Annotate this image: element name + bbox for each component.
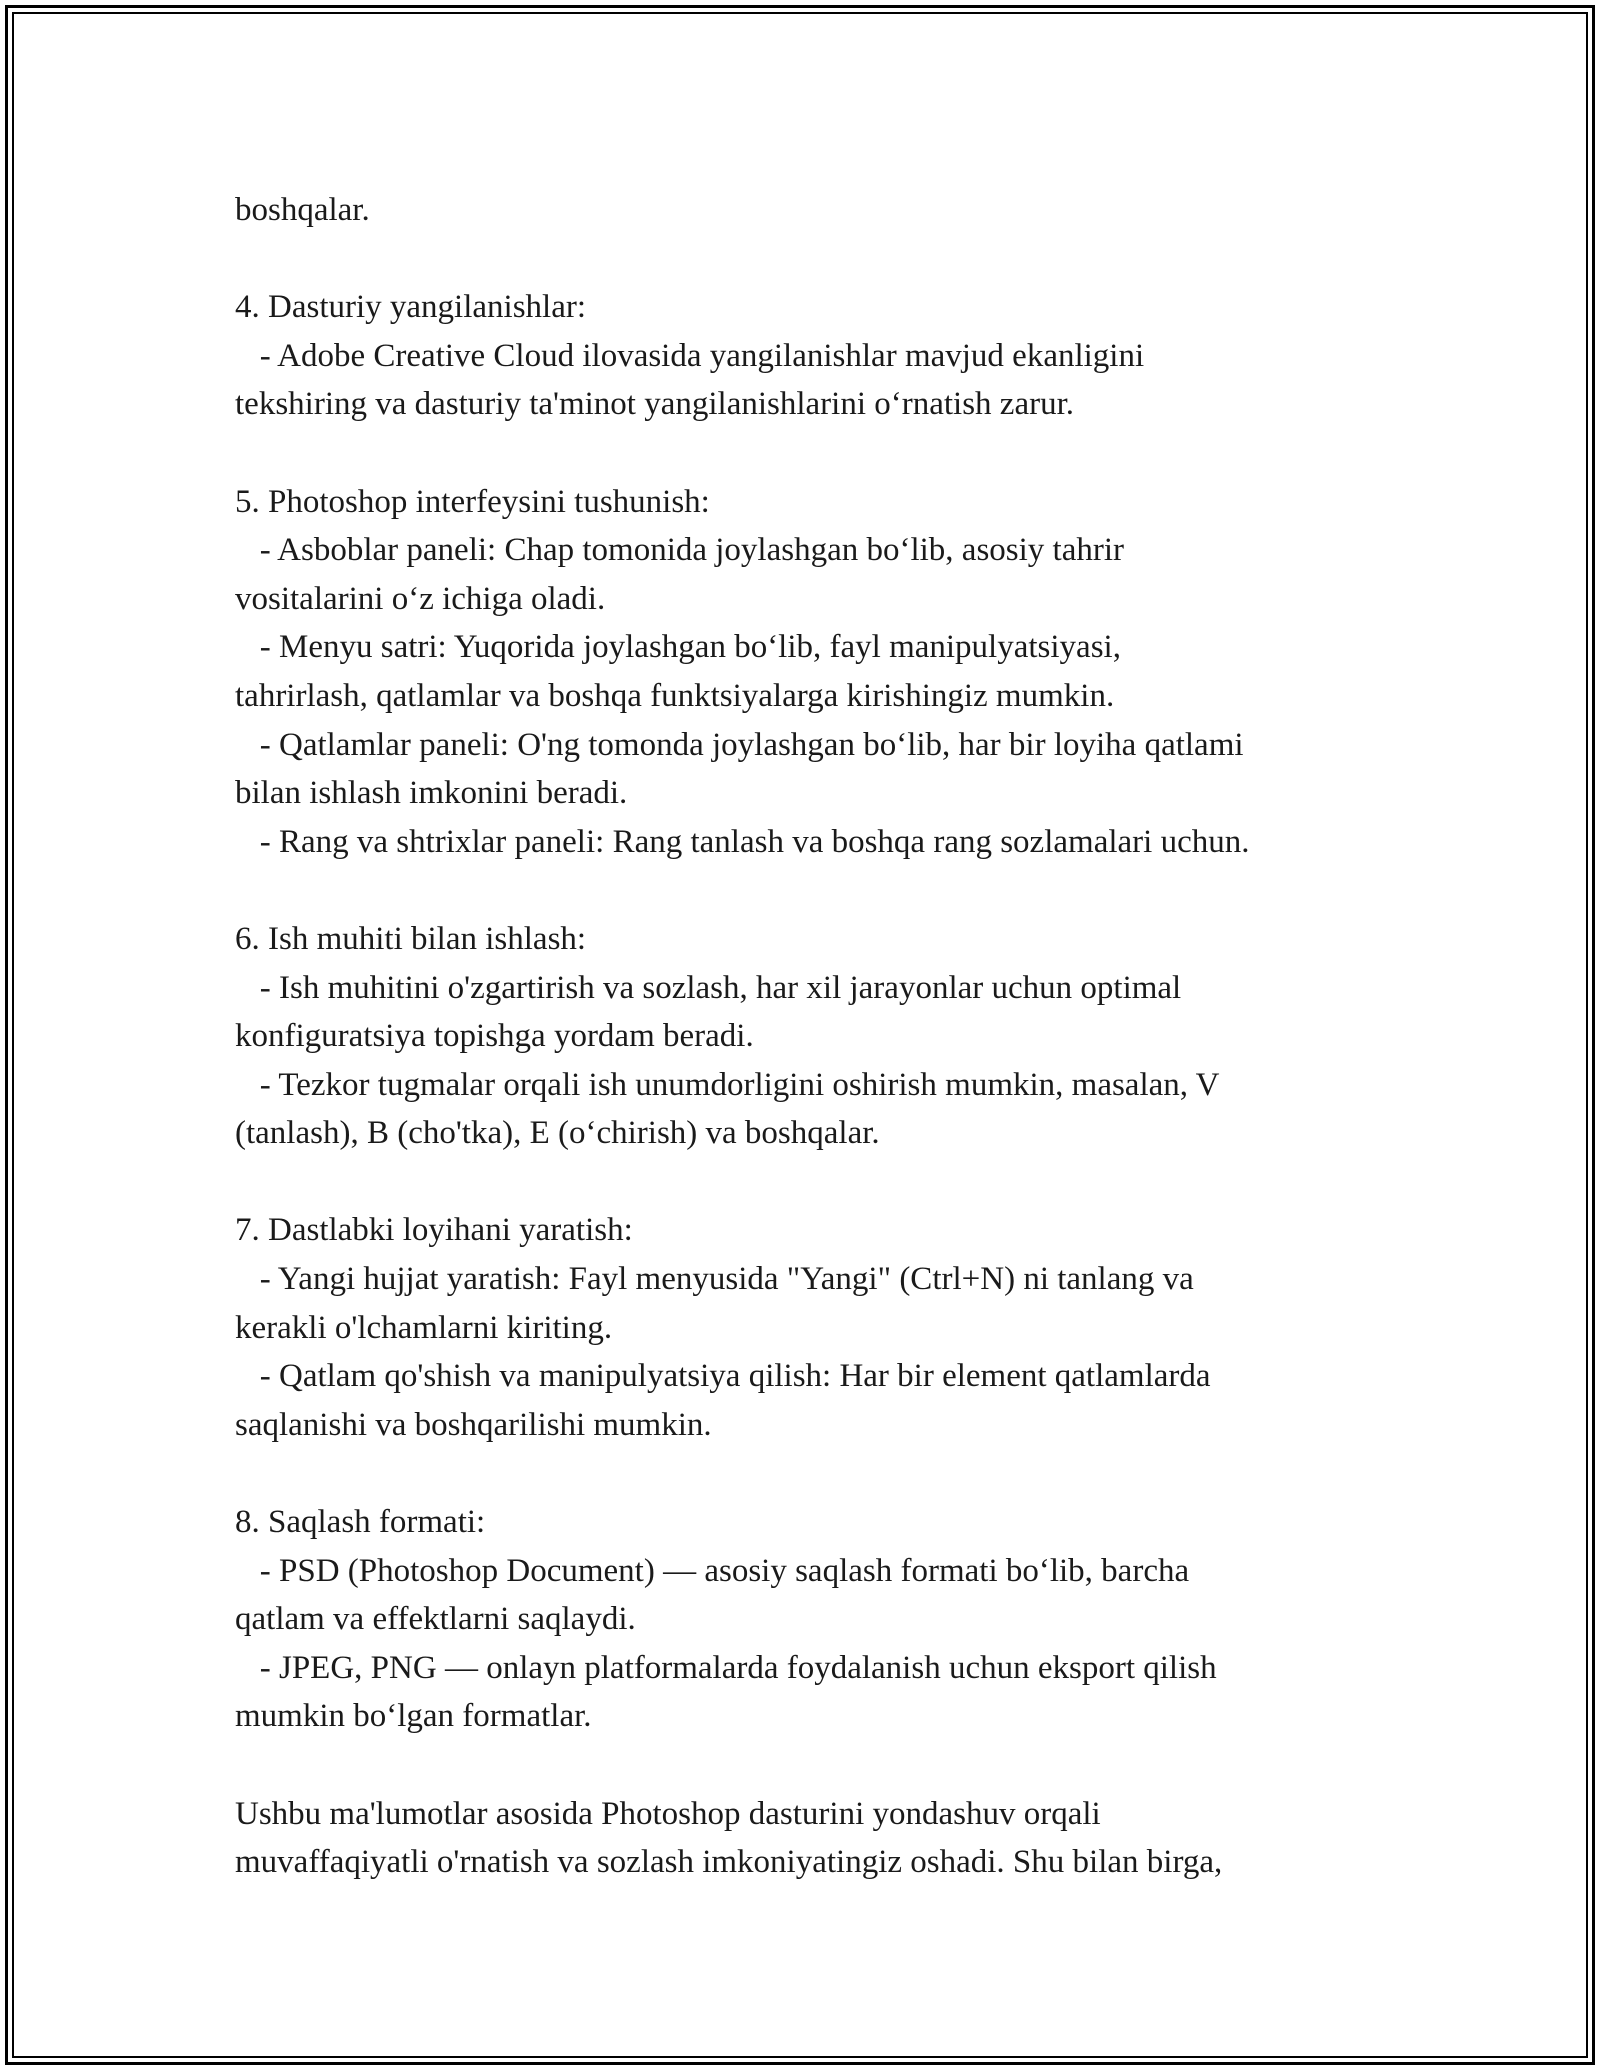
text-line: boshqalar. (235, 192, 370, 228)
text-line: Ushbu ma'lumotlar asosida Photoshop dasturini yondashuv orqali (235, 1795, 1101, 1832)
text-line: - Yangi hujjat yaratish: Fayl menyusida "Yangi" (Ctrl+N) ni tanlang va (235, 1261, 1194, 1298)
blank-line (235, 866, 1375, 915)
text-line: - Asboblar paneli: Chap tomonida joylashgan bo‘lib, asosiy tahrir (235, 532, 1125, 569)
text-line: - Qatlamlar paneli: O'ng tomonda joylashgan bo‘lib, har bir loyiha qatlami (235, 726, 1244, 763)
blank-line (235, 1741, 1375, 1790)
text-line: tekshiring va dasturiy ta'minot yangilanishlarini o‘rnatish zarur. (235, 386, 1075, 423)
text-line: konfiguratsiya topishga yordam beradi. (235, 1018, 754, 1055)
blank-line (235, 429, 1375, 478)
text-line: 8. Saqlash formati: (235, 1504, 486, 1541)
text-line: 5. Photoshop interfeysini tushunish: (235, 483, 710, 520)
text-line: - Tezkor tugmalar orqali ish unumdorligini oshirish mumkin, masalan, V (235, 1066, 1220, 1103)
text-line: - JPEG, PNG — onlayn platformalarda foydalanish uchun eksport qilish (235, 1649, 1217, 1686)
blank-line (235, 235, 1375, 284)
text-line: vositalarini o‘z ichiga oladi. (235, 580, 606, 617)
text-line: - Qatlam qo'shish va manipulyatsiya qilish: Har bir element qatlamlarda (235, 1358, 1211, 1395)
text-line: - Menyu satri: Yuqorida joylashgan bo‘lib, fayl manipulyatsiyasi, (235, 629, 1121, 666)
text-line: - Ish muhitini o'zgartirish va sozlash, har xil jarayonlar uchun optimal (235, 969, 1182, 1006)
text-line: (tanlash), B (cho'tka), E (o‘chirish) va boshqalar. (235, 1115, 880, 1152)
text-line: 6. Ish muhiti bilan ishlash: (235, 920, 587, 957)
document-body (235, 186, 1375, 1887)
text-line: saqlanishi va boshqarilishi mumkin. (235, 1406, 712, 1443)
text-line: kerakli o'lchamlarni kiriting. (235, 1309, 613, 1346)
text-line: - PSD (Photoshop Document) — asosiy saqlash formati bo‘lib, barcha (235, 1552, 1190, 1589)
blank-line (235, 1449, 1375, 1498)
text-line: bilan ishlash imkonini beradi. (235, 775, 628, 812)
text-line: qatlam va effektlarni saqlaydi. (235, 1601, 636, 1638)
text-line: tahrirlash, qatlamlar va boshqa funktsiyalarga kirishingiz mumkin. (235, 677, 1115, 714)
text-line: mumkin bo‘lgan formatlar. (235, 1698, 592, 1735)
text-line: muvaffaqiyatli o'rnatish va sozlash imkoniyatingiz oshadi. Shu bilan birga, (235, 1844, 1223, 1881)
text-line: 4. Dasturiy yangilanishlar: (235, 289, 587, 326)
blank-line (235, 1158, 1375, 1207)
text-line: - Adobe Creative Cloud ilovasida yangilanishlar mavjud ekanligini (235, 337, 1145, 374)
text-line: - Rang va shtrixlar paneli: Rang tanlash va boshqa rang sozlamalari uchun. (235, 823, 1250, 860)
text-line: 7. Dastlabki loyihani yaratish: (235, 1212, 633, 1249)
